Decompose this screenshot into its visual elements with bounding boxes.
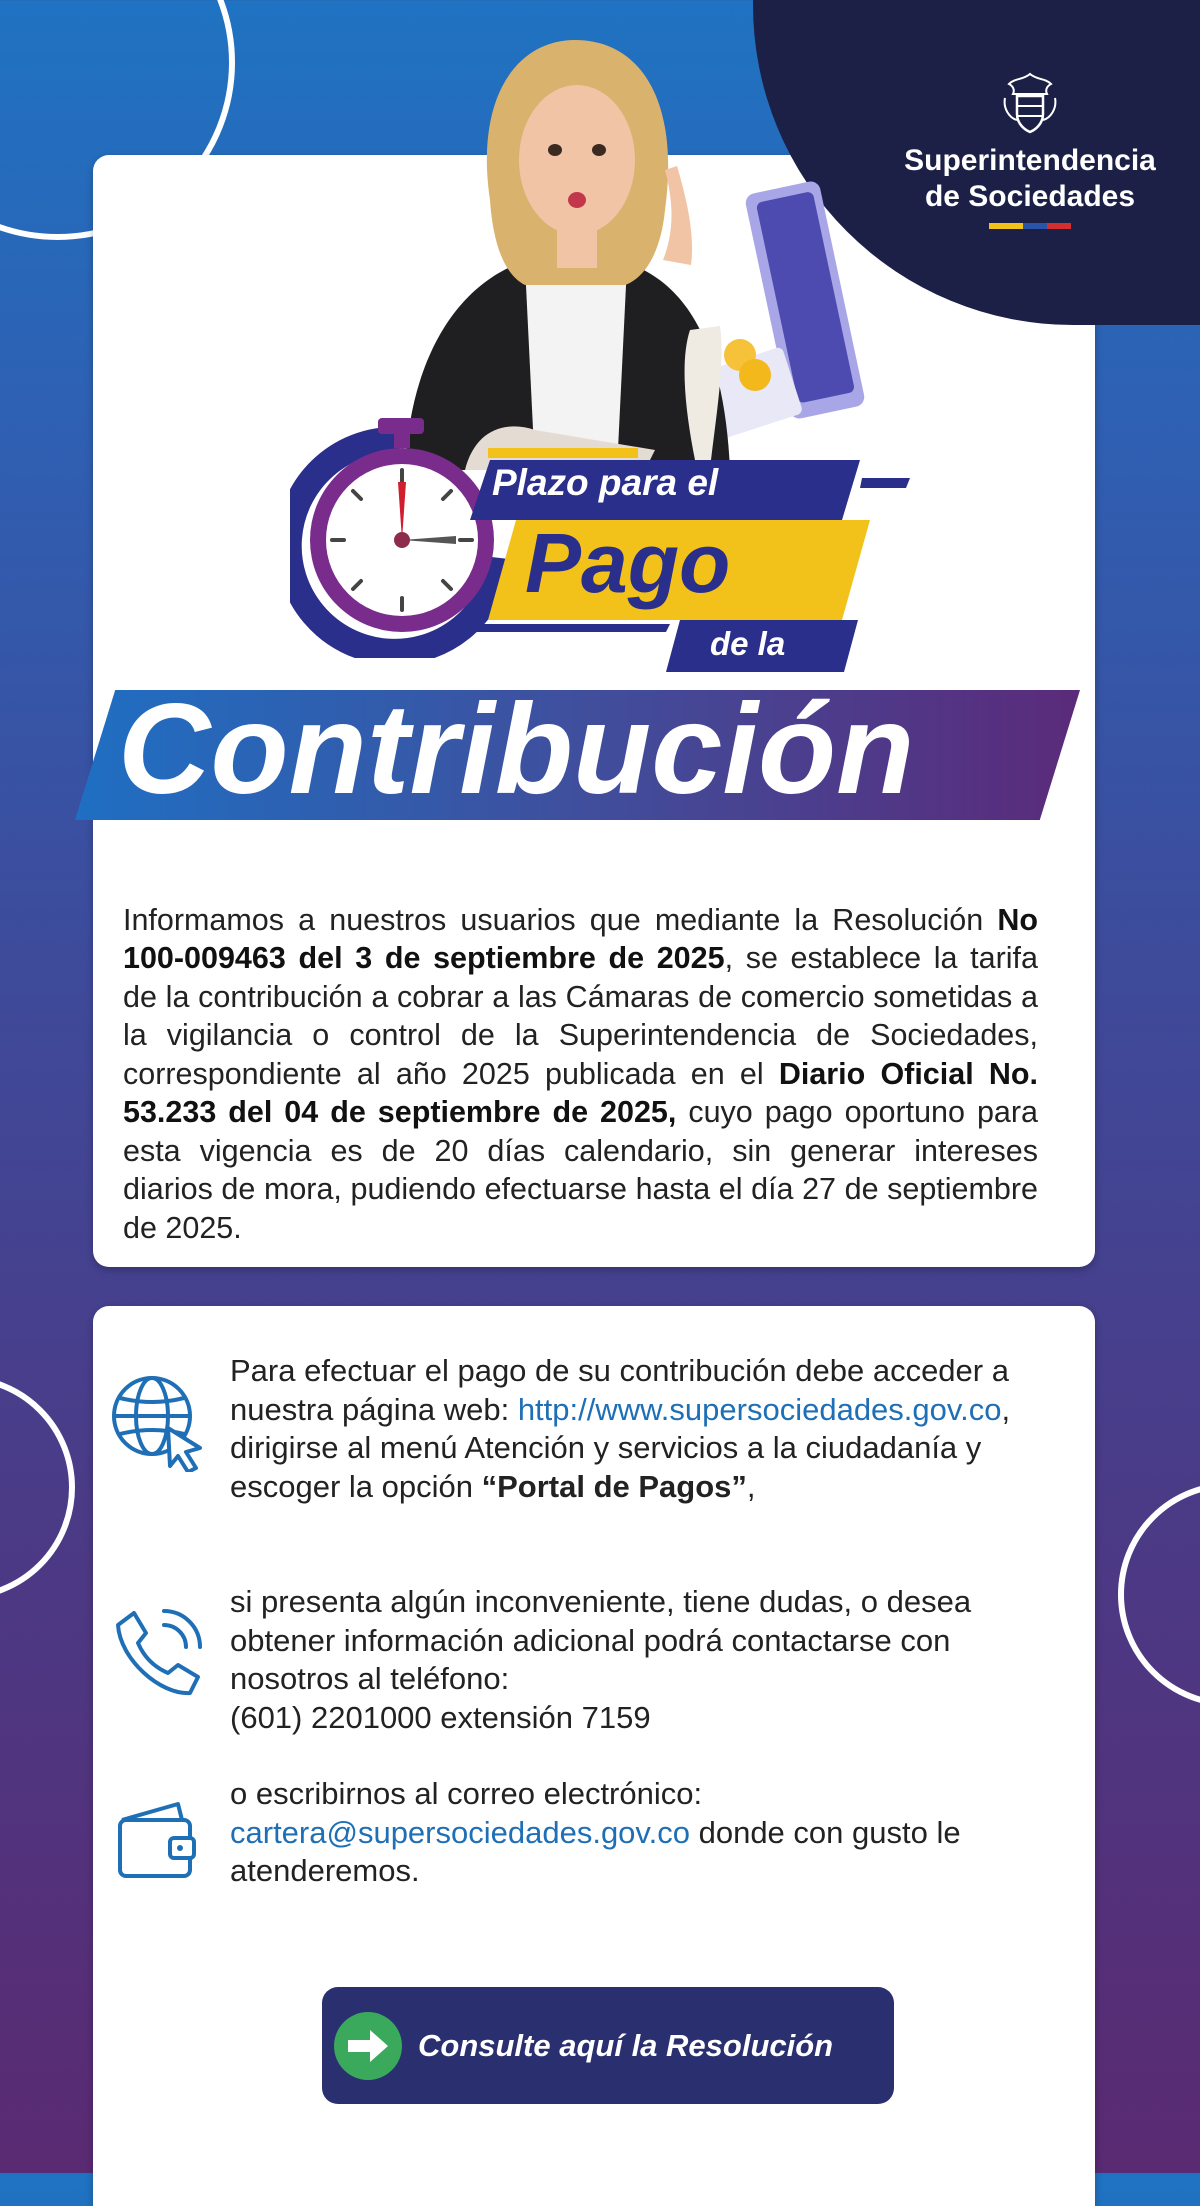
- email-info-intro: o escribirnos al correo electrónico:: [230, 1776, 703, 1811]
- email-link[interactable]: cartera@supersociedades.gov.co: [230, 1814, 690, 1850]
- wallet-icon: [108, 1790, 208, 1890]
- brand-name-line2: de Sociedades: [924, 180, 1136, 213]
- decorative-ring: [0, 1375, 75, 1600]
- headline-plazo: Plazo para el: [492, 462, 719, 503]
- consult-resolution-button[interactable]: [322, 1987, 894, 2104]
- website-link[interactable]: http://www.supersociedades.gov.co: [517, 1391, 1002, 1427]
- globe-icon: [108, 1372, 208, 1472]
- resolution-number: No 100-009463 del 3 de septiembre de 2025: [123, 902, 1038, 975]
- decorative-ring: [1118, 1482, 1200, 1707]
- web-info-instructions: , dirigirse al menú Atención y servicios a la ciudadanía y escoger la opción: [230, 1391, 1011, 1504]
- headline-contribucion: Contribución: [118, 678, 915, 821]
- phone-info-intro: si presenta algún inconveniente, tiene dudas, o desea obtener información adicional podrá contactarse con nosotros al teléfono:: [230, 1584, 972, 1696]
- woman-illustration: [395, 30, 865, 470]
- flag-stripe: [880, 223, 1180, 229]
- email-info-closing: donde con gusto le atenderemos.: [230, 1814, 961, 1888]
- intro-text: , se establece la tarifa de la contribución a cobrar a las Cámaras de comercio sometidas a la vigilancia o control de la Superintendencia de Sociedades, correspondiente al año 2025 publicada en el: [123, 941, 1038, 1091]
- phone-info-text: [230, 1583, 1060, 1737]
- coat-of-arms-icon: [995, 68, 1065, 138]
- arrow-right-icon: [334, 2012, 402, 2080]
- phone-icon: [108, 1603, 208, 1703]
- phone-number[interactable]: (601) 2201000 extensión 7159: [230, 1699, 651, 1735]
- email-info-text: [230, 1775, 1060, 1891]
- consult-resolution-label: Consulte aquí la Resolución: [418, 2027, 834, 2063]
- portal-de-pagos-label: “Portal de Pagos”: [481, 1468, 747, 1504]
- brand-logo: [880, 68, 1180, 229]
- web-info-comma: ,: [746, 1468, 756, 1504]
- web-info-text: [230, 1352, 1060, 1506]
- intro-text: Informamos a nuestros usuarios que mediante la Resolución: [123, 902, 998, 937]
- headline-dela: de la: [710, 625, 786, 662]
- intro-text: cuyo pago oportuno para esta vigencia es de 20 días calendario, sin generar intereses diarios de mora, pudiendo efectuarse hasta el día 27 de septiembre de 2025.: [123, 1095, 1038, 1245]
- brand-name-line1: Superintendencia: [904, 144, 1156, 177]
- diario-oficial-reference: Diario Oficial No. 53.233 del 04 de septiembre de 2025,: [123, 1056, 1038, 1129]
- intro-paragraph: [123, 901, 1038, 1248]
- web-info-intro: Para efectuar el pago de su contribución debe acceder a nuestra página web:: [230, 1353, 1009, 1427]
- headline-pago: Pago: [525, 516, 731, 610]
